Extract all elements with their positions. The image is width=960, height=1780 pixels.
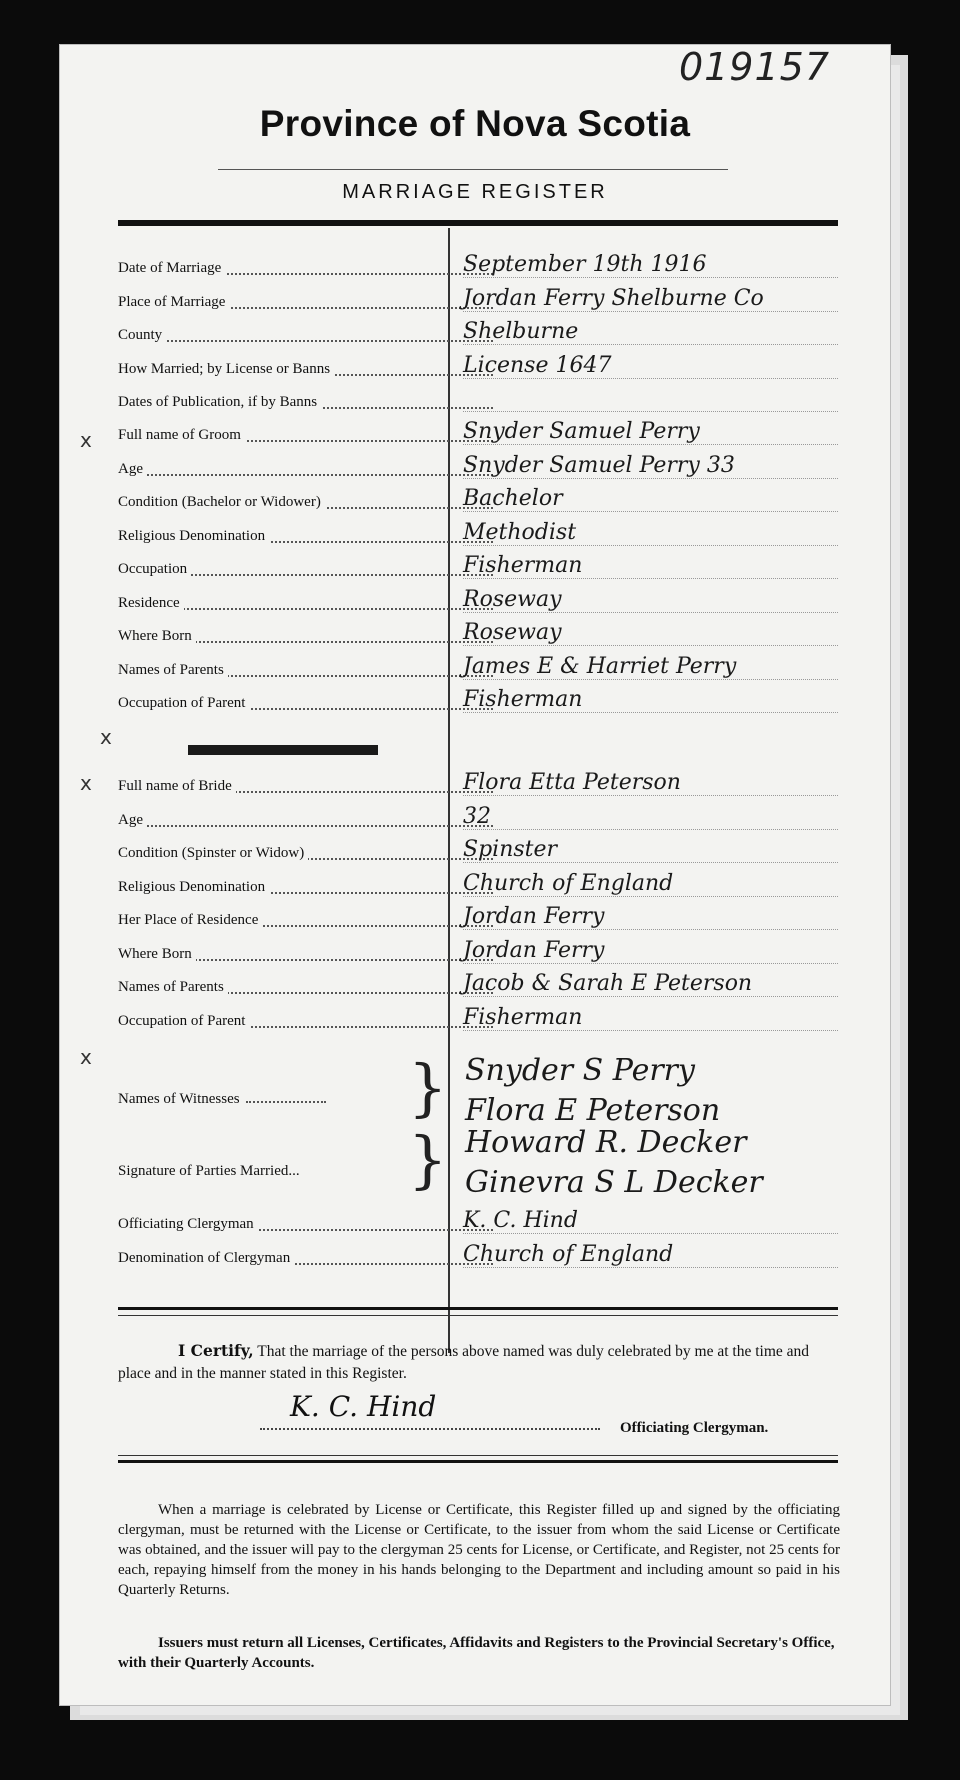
bride-field-row: [118, 765, 838, 799]
value-line: [463, 645, 838, 646]
handwritten-value: Flora Etta Peterson: [463, 770, 681, 795]
value-line: [463, 578, 838, 579]
field-label: Religious Denomination: [118, 879, 269, 895]
leader-dots: [118, 340, 493, 342]
handwritten-value: Church of England: [463, 1242, 674, 1267]
groom-bride-separator: [188, 745, 378, 755]
handwritten-value: September 19th 1916: [463, 252, 707, 277]
value-line: [463, 996, 838, 997]
marriage-field-row: [118, 281, 838, 315]
bride-field-row: [118, 866, 838, 900]
clergy-field-row: [118, 1203, 838, 1237]
bride-field-row: [118, 1000, 838, 1034]
handwritten-value: Shelburne: [463, 319, 579, 344]
field-label: Place of Marriage: [118, 294, 229, 310]
title-rule: [218, 169, 728, 170]
handwritten-value: Fisherman: [463, 687, 583, 712]
value-line: [463, 795, 838, 796]
bride-field-row: [118, 966, 838, 1000]
handwritten-value: Fisherman: [463, 1004, 583, 1030]
certify-signature-line: [260, 1428, 600, 1430]
groom-field-row: [118, 649, 838, 683]
certification-text: [118, 1340, 838, 1385]
handwritten-value: Snyder Samuel Perry 33: [463, 452, 735, 478]
groom-field-row: [118, 582, 838, 616]
handwritten-value: Roseway: [463, 586, 562, 612]
value-line: [463, 411, 838, 412]
groom-field-row: [118, 481, 838, 515]
field-label: Dates of Publication, if by Banns: [118, 394, 321, 410]
value-line: [463, 511, 838, 512]
value-line: [463, 679, 838, 680]
province-title: Province of Nova Scotia: [259, 103, 691, 144]
parties-brace: }: [408, 1123, 448, 1196]
leader-dots: [118, 825, 493, 827]
field-label: Occupation of Parent: [118, 1013, 249, 1029]
field-label: Names of Parents: [118, 979, 228, 995]
handwritten-value: Jordan Ferry Shelburne Co: [463, 285, 764, 311]
handwritten-value: Methodist: [463, 519, 577, 545]
handwritten-value: Church of England: [463, 870, 674, 896]
field-label: Condition (Bachelor or Widower): [118, 494, 325, 510]
witness-signature-2: Flora E Peterson: [465, 1093, 721, 1128]
margin-x-mark: x: [80, 771, 92, 795]
value-line: [463, 1233, 838, 1234]
groom-signature: Howard R. Decker: [465, 1125, 747, 1160]
certify-divider-top: [118, 1307, 838, 1310]
bride-signature: Ginevra S L Decker: [465, 1165, 763, 1200]
handwritten-value: Jordan Ferry: [463, 937, 605, 963]
notes-divider: [118, 1460, 838, 1463]
parties-label: Signature of Parties Married...: [118, 1163, 300, 1179]
bride-field-row: [118, 832, 838, 866]
handwritten-value: K. C. Hind: [463, 1208, 578, 1233]
handwritten-value: Jacob & Sarah E Peterson: [463, 971, 753, 996]
value-line: [463, 478, 838, 479]
field-label: Occupation: [118, 561, 191, 577]
field-label: Full name of Bride: [118, 778, 236, 794]
marriage-field-row: [118, 247, 838, 281]
field-label: Names of Parents: [118, 662, 228, 678]
handwritten-value: James E & Harriet Perry: [463, 653, 737, 679]
field-label: Officiating Clergyman: [118, 1216, 258, 1232]
header-divider: [118, 220, 838, 226]
margin-x-mark: x: [100, 725, 112, 749]
value-line: [463, 712, 838, 713]
value-line: [463, 929, 838, 930]
certify-body: That the marriage of the persons above named was duly celebrated by me at the time and place and in the manner stated in this Register.: [118, 1343, 810, 1382]
groom-field-row: [118, 448, 838, 482]
marriage-register-form: [60, 45, 890, 1705]
value-line: [463, 444, 838, 445]
serial-number: 019157: [678, 45, 830, 89]
field-label: Age: [118, 461, 147, 477]
value-line: [463, 1030, 838, 1031]
field-label: Occupation of Parent: [118, 695, 249, 711]
value-line: [463, 311, 838, 312]
field-label: Religious Denomination: [118, 528, 269, 544]
handwritten-value: License 1647: [463, 352, 612, 378]
notes-divider-thin: [118, 1455, 838, 1456]
value-line: [463, 378, 838, 379]
field-label: Her Place of Residence: [118, 912, 262, 928]
witnesses-label: Names of Witnesses: [118, 1091, 326, 1108]
handwritten-value: Snyder Samuel Perry: [463, 419, 700, 444]
leader-dots: [118, 474, 493, 476]
handwritten-value: Fisherman: [463, 553, 583, 578]
field-label: Residence: [118, 595, 184, 611]
issuers-notice: Issuers must return all Licenses, Certificates, Affidavits and Registers to the Provincial Secretary's Office, with their Quarterly Accounts.: [118, 1635, 835, 1671]
groom-field-row: [118, 414, 838, 448]
field-label: How Married; by License or Banns: [118, 361, 334, 377]
groom-field-row: [118, 515, 838, 549]
margin-x-mark: x: [80, 1045, 92, 1069]
marriage-field-row: [118, 348, 838, 382]
margin-x-mark: x: [80, 428, 92, 452]
field-label: Age: [118, 812, 147, 828]
value-line: [463, 963, 838, 964]
handwritten-value: 32: [463, 803, 491, 829]
value-line: [463, 545, 838, 546]
marriage-field-row: [118, 381, 838, 415]
field-label: Date of Marriage: [118, 260, 225, 276]
certify-signature: K. C. Hind: [290, 1390, 437, 1423]
field-label: Denomination of Clergyman: [118, 1250, 294, 1266]
certify-heading: I Certify,: [178, 1341, 254, 1360]
bride-field-row: [118, 933, 838, 967]
field-label: Condition (Spinster or Widow): [118, 845, 308, 861]
handwritten-value: Bachelor: [463, 486, 563, 511]
value-line: [463, 829, 838, 830]
certify-caption: Officiating Clergyman.: [620, 1420, 769, 1436]
value-line: [463, 277, 838, 278]
field-label: Where Born: [118, 946, 196, 962]
field-label: Where Born: [118, 628, 196, 644]
witness-signature-1: Snyder S Perry: [465, 1053, 695, 1088]
value-line: [463, 1267, 838, 1268]
clergy-field-row: [118, 1237, 838, 1271]
bride-field-row: [118, 799, 838, 833]
bride-field-row: [118, 899, 838, 933]
value-line: [463, 612, 838, 613]
field-label: Full name of Groom: [118, 427, 245, 443]
marriage-field-row: [118, 314, 838, 348]
handwritten-value: Roseway: [463, 620, 562, 645]
groom-field-row: [118, 615, 838, 649]
value-line: [463, 896, 838, 897]
value-line: [463, 344, 838, 345]
field-label: County: [118, 327, 166, 343]
groom-field-row: [118, 682, 838, 716]
register-title: MARRIAGE REGISTER: [342, 181, 608, 203]
handwritten-value: Jordan Ferry: [463, 904, 605, 929]
witnesses-brace: }: [408, 1051, 448, 1124]
handwritten-value: Spinster: [463, 837, 558, 862]
groom-field-row: [118, 548, 838, 582]
instructions-paragraph: When a marriage is celebrated by License or Certificate, this Register filled up and signed by the officiating clergyman, must be returned with the License or Certificate, to the issuer from whom the said License or Certificate was obtained, and the issuer will pay to the clergyman 25 cents for License, or Certificate, and Register, not 25 cents for each, repaying himself from the money in his hands belonging to the Department and including amount so paid in his Quarterly Returns.: [118, 1502, 840, 1598]
value-line: [463, 862, 838, 863]
certify-divider-top-thin: [118, 1315, 838, 1316]
